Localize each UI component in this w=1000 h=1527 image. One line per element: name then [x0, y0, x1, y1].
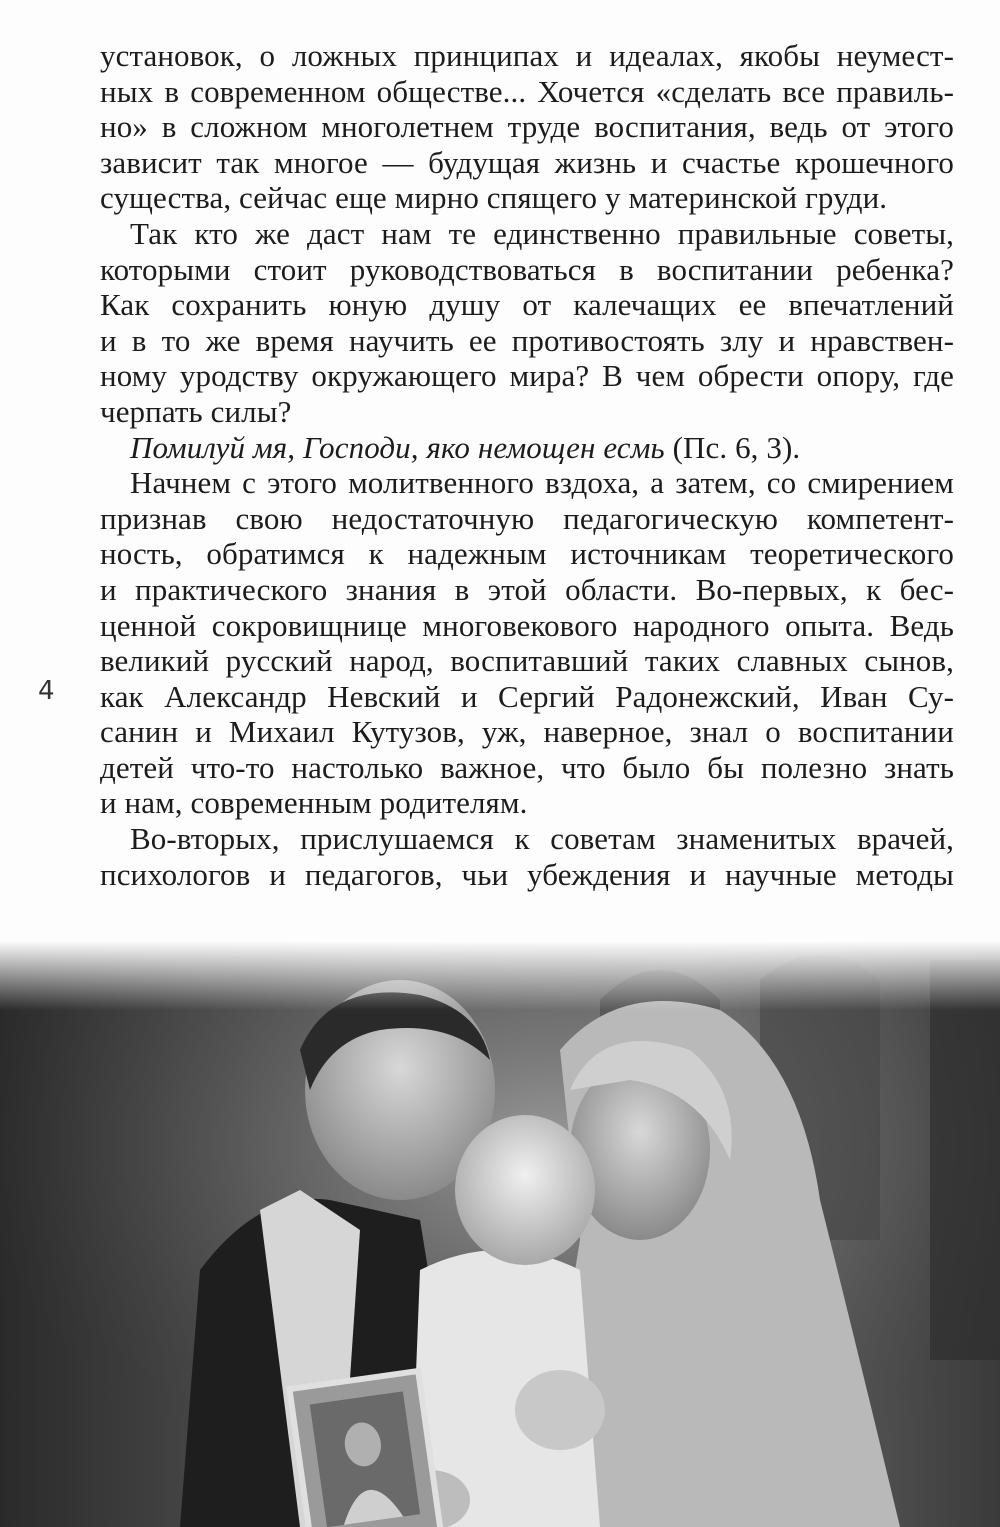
text-line: как Александр Невский и Сергий Радонежский, Иван Су-	[100, 678, 954, 714]
text-line: Как сохранить юную душу от калечащих ее впечатлений	[100, 287, 954, 323]
body-text	[100, 38, 954, 892]
text-line: Начнем с этого молитвенного вздоха, а затем, со смирением	[130, 465, 954, 501]
quote-reference: (Пс. 6, 3).	[664, 429, 801, 465]
paragraph-group-1	[100, 38, 954, 430]
illustration-photo	[0, 940, 1000, 1527]
text-line: черпать силы?	[100, 393, 292, 429]
text-line: признав свою недостаточную педагогическую компетент-	[100, 500, 954, 536]
text-line: санин и Михаил Кутузов, уж, наверное, знал о воспитании	[100, 714, 954, 750]
text-line: детей что-то настолько важное, что было бы полезно знать	[100, 749, 954, 785]
text-line: но» в сложном многолетнем труде воспитания, ведь от этого	[100, 109, 954, 145]
text-line: Во-вторых, прислушаемся к советам знаменитых врачей,	[130, 821, 954, 857]
text-line: существа, сейчас еще мирно спящего у материнской груди.	[100, 180, 888, 216]
text-line: великий русский народ, воспитавший таких славных сынов,	[100, 643, 954, 679]
text-line: Так кто же даст нам те единственно правильные советы,	[130, 215, 954, 251]
text-line: ному уродству окружающего мира? В чем обрести опору, где	[100, 358, 954, 394]
text-line: и практического знания в этой области. Во-первых, к бес-	[100, 571, 954, 607]
text-line: которыми стоит руководствоваться в воспитании ребенка?	[100, 251, 954, 287]
family-photo-image	[0, 940, 1000, 1527]
page-number: 4	[38, 676, 55, 706]
text-line: ность, обратимся к надежным источникам теоретического	[100, 536, 954, 572]
text-line: зависит так многое — будущая жизнь и счастье крошечного	[100, 144, 954, 180]
text-line: установок, о ложных принципах и идеалах, якобы неумест-	[100, 38, 954, 73]
text-line: психологов и педагогов, чьи убеждения и научные методы	[100, 856, 954, 892]
text-line: и нам, современным родителям.	[100, 785, 528, 821]
paragraph-group-2	[100, 465, 954, 892]
text-line: ных в современном обществе... Хочется «сделать все правиль-	[100, 73, 954, 109]
text-line: ценной сокровищнице многовекового народного опыта. Ведь	[100, 607, 954, 643]
quote-italic: Помилуй мя, Господи, яко немощен есмь	[130, 429, 665, 465]
quote-line	[100, 430, 954, 466]
text-line: и в то же время научить ее противостоять злу и нравствен-	[100, 322, 954, 358]
